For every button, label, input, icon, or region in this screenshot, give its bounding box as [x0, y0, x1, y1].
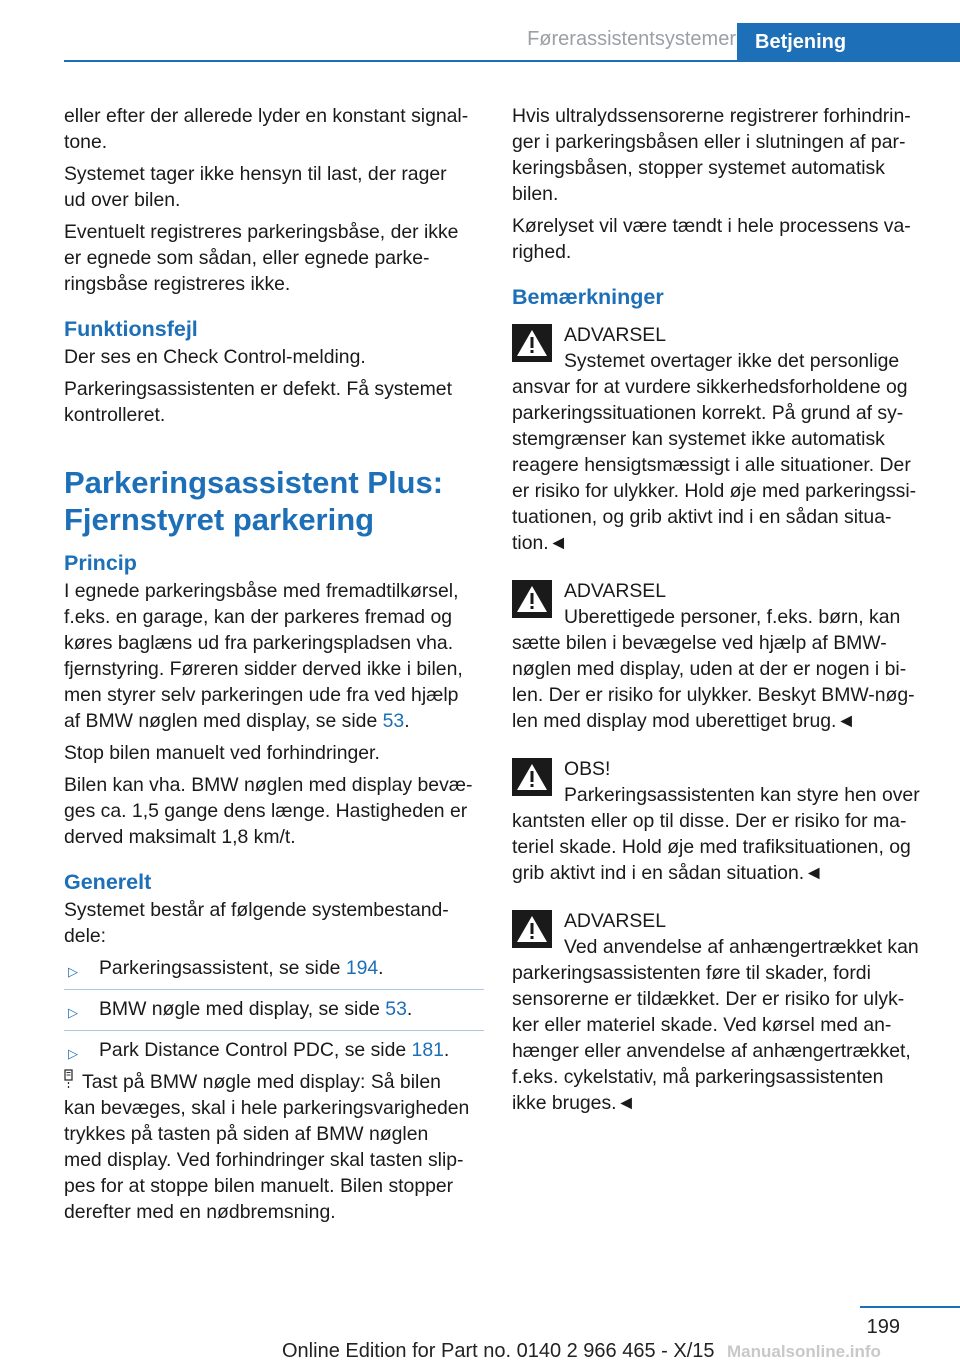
footer-rule	[860, 1306, 960, 1308]
warning-triangle-icon	[512, 758, 552, 796]
paragraph: Systemet består af følgende systembestand- dele:	[64, 899, 449, 947]
list-item: ▷ Park Distance Control PDC, se side 181.	[64, 1037, 484, 1067]
paragraph: Stop bilen manuelt ved forhindringer.	[64, 742, 380, 764]
page-link[interactable]: 194	[345, 957, 379, 979]
list-item: ▷ Parkeringsassistent, se side 194.	[64, 955, 484, 990]
paragraph: Hvis ultralydssensorerne registrerer forhindrin- ger i parkeringsbåsen eller i slutningen af par- keringsbåsen, stopper systemet automatisk bilen.	[512, 105, 911, 205]
key-display-button-icon	[64, 1069, 74, 1091]
triangle-bullet-icon: ▷	[68, 1046, 78, 1061]
paragraph: Bilen kan vha. BMW nøglen med display bevæ- ges ca. 1,5 gange dens længe. Hastigheden er derved maksimalt 1,8 km/t.	[64, 774, 473, 848]
header-chapter-tab: Betjening	[737, 23, 960, 62]
caution-box: OBS! Parkeringsassistenten kan styre hen over kantsten eller op til disse. Der er risiko for ma- teriel skade. Hold øje med trafiksituationen, og grib aktivt ind i en sådan situation.◄	[512, 758, 920, 884]
main-heading: Parkeringsassistent Plus: Fjernstyret parkering	[64, 465, 444, 537]
warning-triangle-icon	[512, 580, 552, 618]
fault-heading: Funktionsfejl	[64, 317, 198, 341]
list-item: ▷ BMW nøgle med display, se side 53.	[64, 996, 484, 1031]
page-link[interactable]: 181	[411, 1039, 444, 1061]
page-header	[0, 0, 960, 62]
warning-box: ADVARSEL Systemet overtager ikke det personlige ansvar for at vurdere sikkerhedsforholdene og parkeringssituationen korrekt. På grund af sy- stemgrænser kan systemet ikke automatisk reagere hensigtsmæssigt i alle situationer. Der er risiko for ulykker. Hold øje med parkeringssi- tuationen, og grib aktivt ind i en sådan situa- tion.◄	[512, 324, 917, 554]
paragraph: Der ses en Check Control-melding.	[64, 346, 366, 368]
paragraph: Kørelyset vil være tændt i hele processens va- righed.	[512, 215, 911, 263]
header-rule	[64, 60, 737, 62]
component-list	[64, 955, 484, 1067]
paragraph: Parkeringsassistenten er defekt. Få systemet kontrolleret.	[64, 378, 452, 426]
paragraph: Systemet tager ikke hensyn til last, der rager ud over bilen.	[64, 163, 447, 211]
page-number: 199	[866, 1316, 900, 1338]
triangle-bullet-icon: ▷	[68, 1005, 78, 1020]
warning-box: ADVARSEL Uberettigede personer, f.eks. børn, kan sætte bilen i bevægelse ved hjælp af BMW- nøglen med display, uden at der er nogen i bi- len. Der er risiko for ulykker. Beskyt BMW-nøg- len med display mod uberettiget brug.◄	[512, 580, 915, 732]
page-link[interactable]: 53	[385, 998, 407, 1020]
edition-note: Online Edition for Part no. 0140 2 966 465 - X/15	[282, 1340, 715, 1362]
warning-triangle-icon	[512, 910, 552, 948]
general-heading: Generelt	[64, 870, 152, 894]
notes-heading: Bemærkninger	[512, 285, 664, 309]
paragraph: I egnede parkeringsbåse med fremadtilkørsel, f.eks. en garage, kan der parkeres fremad og køres baglæns ud fra parkeringspladsen vha. fjernstyring. Føreren sidder derved ikke i bilen, men styrer selv parkeringen ude fra ved hjælp af BMW nøglen med display, se side 53.	[64, 580, 463, 732]
paragraph: Tast på BMW nøgle med display: Så bilen kan bevæges, skal i hele parkeringsvarigheden trykkes på tasten på siden af BMW nøglen med display. Ved forhindringer skal tasten slip- pes for at stoppe bilen manuelt. Bilen stopper derefter med en nødbremsning.	[64, 1071, 470, 1223]
warning-box: ADVARSEL Ved anvendelse af anhængertrækket kan parkeringsassistenten føre til skader, fordi sensorerne er tildækket. Der er risiko for ulyk- ker eller materiel skade. Ved kørsel med an- hænger eller anvendelse af anhængertrækket, f.eks. cykelstativ, må parkeringsassistenten ikke bruges.◄	[512, 910, 919, 1114]
paragraph: eller efter der allerede lyder en konstant signal- tone.	[64, 105, 469, 153]
left-column	[64, 103, 484, 1231]
triangle-bullet-icon: ▷	[68, 964, 78, 979]
header-section-title: Førerassistentsystemer	[527, 28, 736, 50]
watermark: Manualsonline.info	[727, 1342, 881, 1361]
paragraph: Eventuelt registreres parkeringsbåse, der ikke er egnede som sådan, eller egnede parke- ringsbåse registreres ikke.	[64, 221, 459, 295]
principle-heading: Princip	[64, 551, 137, 575]
warning-triangle-icon	[512, 324, 552, 362]
page-link[interactable]: 53	[382, 710, 405, 732]
right-column	[512, 103, 932, 1116]
